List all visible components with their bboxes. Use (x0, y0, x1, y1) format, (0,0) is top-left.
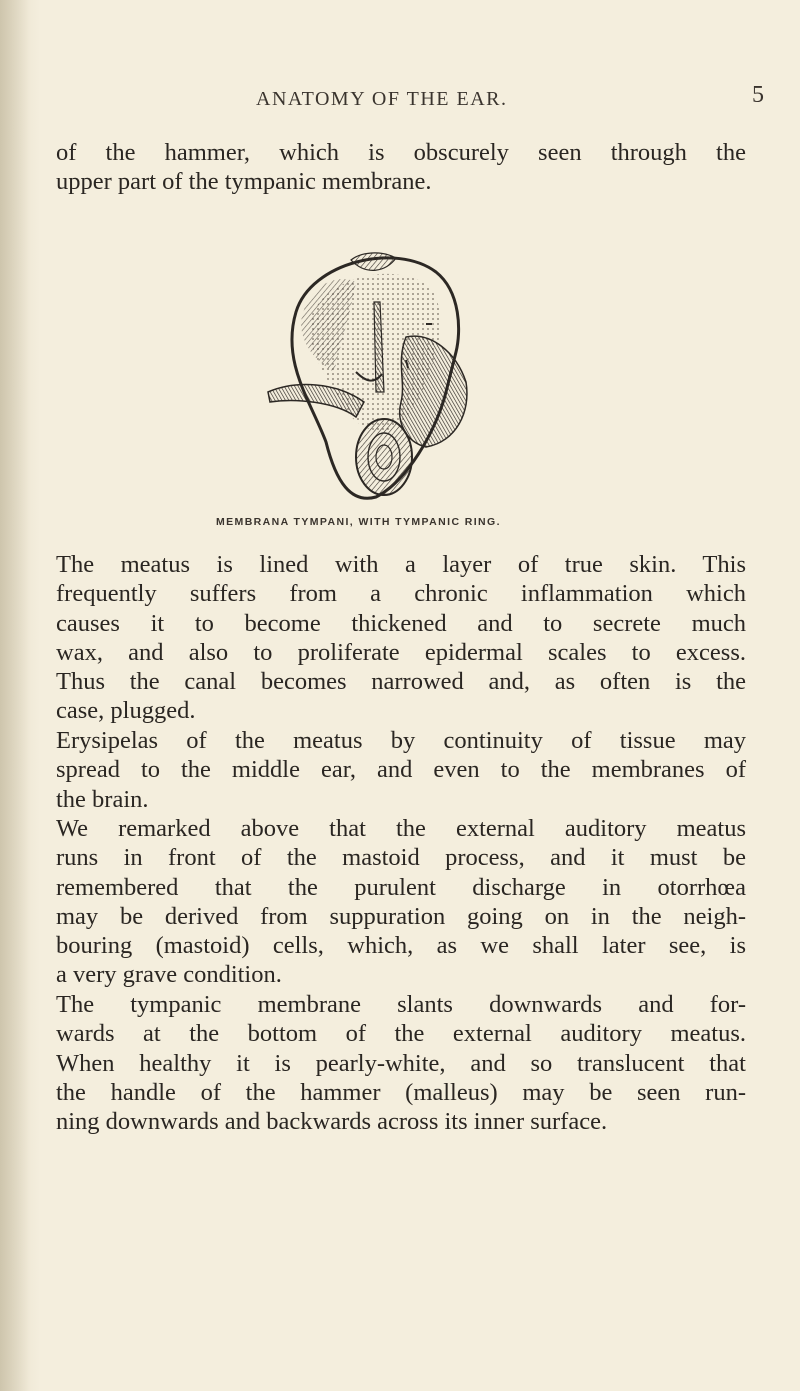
tympanic-membrane-figure (256, 242, 488, 508)
text-line: causes it to become thickened and to secrete much (56, 609, 746, 637)
page-gutter-shadow (0, 0, 30, 1391)
text-line: runs in front of the mastoid process, and it must be (56, 844, 746, 872)
text-line: of the hammer, which is obscurely seen through the (56, 139, 746, 166)
text-line: The tympanic membrane slants downwards and for- (56, 991, 746, 1018)
text-line: spread to the middle ear, and even to the membranes of (56, 756, 746, 784)
text-line: a very grave condition. (56, 961, 282, 989)
text-line: remembered that the purulent discharge in otorrhœa (56, 873, 746, 901)
text-line: Thus the canal becomes narrowed and, as often is the (56, 668, 746, 696)
page-number: 5 (752, 82, 764, 108)
paragraph-meatus (56, 550, 746, 726)
text-line: may be derived from suppuration going on in the neigh- (56, 902, 746, 930)
text-line: frequently suffers from a chronic inflammation which (56, 580, 746, 608)
text-line: We remarked above that the external auditory meatus (56, 815, 746, 842)
tympanic-membrane-engraving-icon (256, 242, 488, 508)
text-line: wax, and also to proliferate epidermal scales to excess. (56, 638, 746, 666)
running-head: ANATOMY OF THE EAR. (256, 88, 508, 110)
text-line: the brain. (56, 785, 149, 813)
text-line: ning downwards and backwards across its inner surface. (56, 1108, 608, 1136)
text-line: wards at the bottom of the external auditory meatus. (56, 1020, 746, 1048)
figure-caption: MEMBRANA TYMPANI, WITH TYMPANIC RING. (216, 516, 501, 528)
text-line: case, plugged. (56, 697, 196, 725)
text-line: bouring (mastoid) cells, which, as we shall later see, is (56, 932, 746, 960)
text-line: Erysipelas of the meatus by continuity of tissue may (56, 727, 746, 754)
intro-paragraph (56, 138, 746, 197)
paragraph-mastoid (56, 814, 746, 990)
text-line: The meatus is lined with a layer of true skin. This (56, 551, 746, 578)
paragraph-tympanic (56, 990, 746, 1136)
text-line: the handle of the hammer (malleus) may be seen run- (56, 1078, 746, 1106)
text-line: upper part of the tympanic membrane. (56, 168, 432, 196)
text-line: When healthy it is pearly-white, and so translucent that (56, 1049, 746, 1077)
paragraph-erysipelas (56, 726, 746, 814)
